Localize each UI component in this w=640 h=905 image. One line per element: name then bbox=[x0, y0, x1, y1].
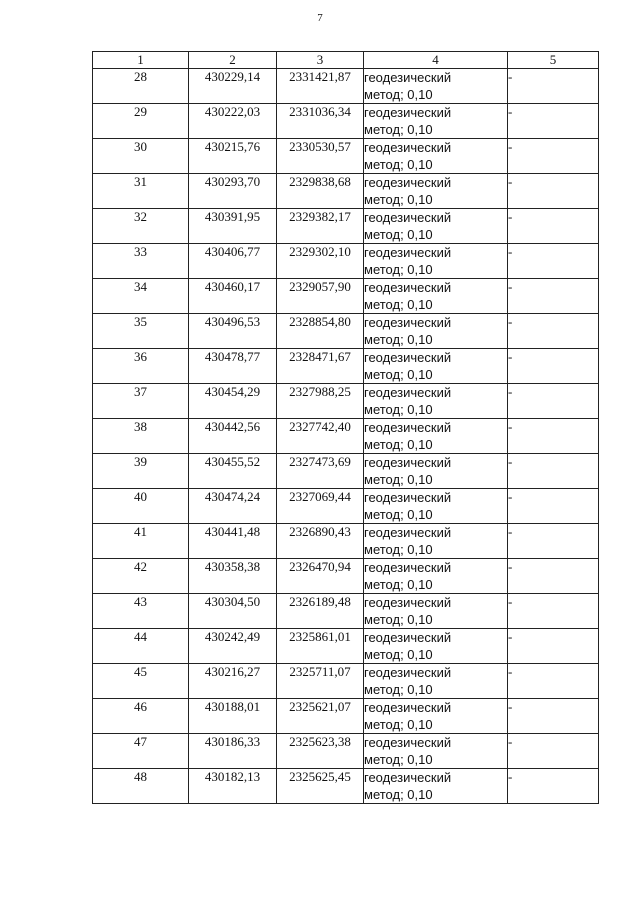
x-coordinate-cell: 430358,38 bbox=[189, 559, 277, 594]
note-cell: - bbox=[508, 489, 599, 524]
method-cell bbox=[364, 69, 508, 104]
y-coordinate-cell: 2331036,34 bbox=[277, 104, 364, 139]
y-coordinate-cell: 2325621,07 bbox=[277, 699, 364, 734]
note-cell: - bbox=[508, 244, 599, 279]
note-cell: - bbox=[508, 769, 599, 804]
table-row bbox=[93, 419, 599, 454]
method-line: геодезический bbox=[364, 385, 452, 400]
method-cell bbox=[364, 629, 508, 664]
y-coordinate-cell: 2325625,45 bbox=[277, 769, 364, 804]
table-row bbox=[93, 209, 599, 244]
note-cell: - bbox=[508, 384, 599, 419]
method-cell bbox=[364, 734, 508, 769]
note-cell: - bbox=[508, 594, 599, 629]
point-number-cell: 35 bbox=[93, 314, 189, 349]
method-line: геодезический bbox=[364, 595, 452, 610]
method-line: геодезический bbox=[364, 420, 452, 435]
method-cell bbox=[364, 384, 508, 419]
method-cell bbox=[364, 594, 508, 629]
method-line: метод; 0,10 bbox=[364, 787, 433, 802]
method-line: геодезический bbox=[364, 665, 452, 680]
table-row bbox=[93, 244, 599, 279]
method-cell bbox=[364, 489, 508, 524]
header-col-2: 2 bbox=[189, 52, 277, 69]
method-line: метод; 0,10 bbox=[364, 717, 433, 732]
point-number-cell: 47 bbox=[93, 734, 189, 769]
table-header bbox=[93, 52, 599, 69]
table-row bbox=[93, 314, 599, 349]
y-coordinate-cell: 2326470,94 bbox=[277, 559, 364, 594]
header-col-3: 3 bbox=[277, 52, 364, 69]
method-line: метод; 0,10 bbox=[364, 612, 433, 627]
x-coordinate-cell: 430229,14 bbox=[189, 69, 277, 104]
table-row bbox=[93, 279, 599, 314]
method-line: геодезический bbox=[364, 280, 452, 295]
method-cell bbox=[364, 559, 508, 594]
header-col-1: 1 bbox=[93, 52, 189, 69]
method-line: метод; 0,10 bbox=[364, 577, 433, 592]
method-line: геодезический bbox=[364, 490, 452, 505]
x-coordinate-cell: 430216,27 bbox=[189, 664, 277, 699]
header-row bbox=[93, 52, 599, 69]
y-coordinate-cell: 2328471,67 bbox=[277, 349, 364, 384]
point-number-cell: 36 bbox=[93, 349, 189, 384]
note-cell: - bbox=[508, 209, 599, 244]
method-line: геодезический bbox=[364, 700, 452, 715]
method-cell bbox=[364, 279, 508, 314]
note-cell: - bbox=[508, 139, 599, 174]
table-row bbox=[93, 699, 599, 734]
y-coordinate-cell: 2326189,48 bbox=[277, 594, 364, 629]
method-cell bbox=[364, 139, 508, 174]
method-line: геодезический bbox=[364, 175, 452, 190]
x-coordinate-cell: 430182,13 bbox=[189, 769, 277, 804]
method-line: геодезический bbox=[364, 350, 452, 365]
method-cell bbox=[364, 314, 508, 349]
point-number-cell: 38 bbox=[93, 419, 189, 454]
y-coordinate-cell: 2330530,57 bbox=[277, 139, 364, 174]
table-row bbox=[93, 174, 599, 209]
note-cell: - bbox=[508, 419, 599, 454]
x-coordinate-cell: 430442,56 bbox=[189, 419, 277, 454]
method-line: геодезический bbox=[364, 630, 452, 645]
point-number-cell: 29 bbox=[93, 104, 189, 139]
x-coordinate-cell: 430474,24 bbox=[189, 489, 277, 524]
point-number-cell: 40 bbox=[93, 489, 189, 524]
x-coordinate-cell: 430460,17 bbox=[189, 279, 277, 314]
x-coordinate-cell: 430478,77 bbox=[189, 349, 277, 384]
note-cell: - bbox=[508, 664, 599, 699]
table-row bbox=[93, 489, 599, 524]
method-line: геодезический bbox=[364, 770, 452, 785]
point-number-cell: 32 bbox=[93, 209, 189, 244]
point-number-cell: 28 bbox=[93, 69, 189, 104]
y-coordinate-cell: 2325711,07 bbox=[277, 664, 364, 699]
point-number-cell: 33 bbox=[93, 244, 189, 279]
y-coordinate-cell: 2329057,90 bbox=[277, 279, 364, 314]
header-col-5: 5 bbox=[508, 52, 599, 69]
x-coordinate-cell: 430304,50 bbox=[189, 594, 277, 629]
table-row bbox=[93, 769, 599, 804]
note-cell: - bbox=[508, 454, 599, 489]
table-row bbox=[93, 664, 599, 699]
method-cell bbox=[364, 664, 508, 699]
method-line: метод; 0,10 bbox=[364, 262, 433, 277]
page-number: 7 bbox=[317, 12, 323, 24]
method-line: геодезический bbox=[364, 560, 452, 575]
point-number-cell: 41 bbox=[93, 524, 189, 559]
method-line: метод; 0,10 bbox=[364, 122, 433, 137]
table-row bbox=[93, 139, 599, 174]
y-coordinate-cell: 2325623,38 bbox=[277, 734, 364, 769]
point-number-cell: 46 bbox=[93, 699, 189, 734]
table-row bbox=[93, 104, 599, 139]
note-cell: - bbox=[508, 69, 599, 104]
table-row bbox=[93, 559, 599, 594]
method-cell bbox=[364, 244, 508, 279]
table-row bbox=[93, 69, 599, 104]
method-line: геодезический bbox=[364, 455, 452, 470]
method-cell bbox=[364, 174, 508, 209]
x-coordinate-cell: 430496,53 bbox=[189, 314, 277, 349]
method-line: метод; 0,10 bbox=[364, 647, 433, 662]
method-line: метод; 0,10 bbox=[364, 752, 433, 767]
method-line: метод; 0,10 bbox=[364, 157, 433, 172]
note-cell: - bbox=[508, 629, 599, 664]
table-row bbox=[93, 524, 599, 559]
point-number-cell: 34 bbox=[93, 279, 189, 314]
note-cell: - bbox=[508, 279, 599, 314]
header-col-4: 4 bbox=[364, 52, 508, 69]
method-cell bbox=[364, 769, 508, 804]
point-number-cell: 39 bbox=[93, 454, 189, 489]
method-line: метод; 0,10 bbox=[364, 542, 433, 557]
y-coordinate-cell: 2329838,68 bbox=[277, 174, 364, 209]
method-line: геодезический bbox=[364, 210, 452, 225]
method-line: геодезический bbox=[364, 70, 452, 85]
point-number-cell: 44 bbox=[93, 629, 189, 664]
x-coordinate-cell: 430215,76 bbox=[189, 139, 277, 174]
method-line: геодезический bbox=[364, 140, 452, 155]
y-coordinate-cell: 2325861,01 bbox=[277, 629, 364, 664]
method-cell bbox=[364, 419, 508, 454]
method-line: метод; 0,10 bbox=[364, 227, 433, 242]
method-line: метод; 0,10 bbox=[364, 682, 433, 697]
note-cell: - bbox=[508, 734, 599, 769]
x-coordinate-cell: 430188,01 bbox=[189, 699, 277, 734]
method-cell bbox=[364, 104, 508, 139]
point-number-cell: 48 bbox=[93, 769, 189, 804]
method-line: метод; 0,10 bbox=[364, 297, 433, 312]
method-line: метод; 0,10 bbox=[364, 472, 433, 487]
method-line: метод; 0,10 bbox=[364, 192, 433, 207]
method-line: геодезический bbox=[364, 245, 452, 260]
table-row bbox=[93, 629, 599, 664]
x-coordinate-cell: 430222,03 bbox=[189, 104, 277, 139]
table-row bbox=[93, 349, 599, 384]
method-line: геодезический bbox=[364, 735, 452, 750]
y-coordinate-cell: 2327473,69 bbox=[277, 454, 364, 489]
x-coordinate-cell: 430441,48 bbox=[189, 524, 277, 559]
note-cell: - bbox=[508, 104, 599, 139]
x-coordinate-cell: 430406,77 bbox=[189, 244, 277, 279]
table-body bbox=[93, 69, 599, 804]
note-cell: - bbox=[508, 699, 599, 734]
table-row bbox=[93, 384, 599, 419]
method-line: метод; 0,10 bbox=[364, 437, 433, 452]
table-row bbox=[93, 594, 599, 629]
point-number-cell: 42 bbox=[93, 559, 189, 594]
x-coordinate-cell: 430454,29 bbox=[189, 384, 277, 419]
note-cell: - bbox=[508, 349, 599, 384]
method-line: метод; 0,10 bbox=[364, 367, 433, 382]
y-coordinate-cell: 2327069,44 bbox=[277, 489, 364, 524]
point-number-cell: 45 bbox=[93, 664, 189, 699]
x-coordinate-cell: 430242,49 bbox=[189, 629, 277, 664]
method-line: геодезический bbox=[364, 525, 452, 540]
method-cell bbox=[364, 209, 508, 244]
table-row bbox=[93, 734, 599, 769]
method-line: метод; 0,10 bbox=[364, 332, 433, 347]
point-number-cell: 37 bbox=[93, 384, 189, 419]
y-coordinate-cell: 2327742,40 bbox=[277, 419, 364, 454]
point-number-cell: 43 bbox=[93, 594, 189, 629]
note-cell: - bbox=[508, 314, 599, 349]
x-coordinate-cell: 430186,33 bbox=[189, 734, 277, 769]
y-coordinate-cell: 2328854,80 bbox=[277, 314, 364, 349]
y-coordinate-cell: 2331421,87 bbox=[277, 69, 364, 104]
note-cell: - bbox=[508, 559, 599, 594]
coordinates-table bbox=[92, 51, 599, 804]
y-coordinate-cell: 2327988,25 bbox=[277, 384, 364, 419]
x-coordinate-cell: 430391,95 bbox=[189, 209, 277, 244]
table-row bbox=[93, 454, 599, 489]
method-line: метод; 0,10 bbox=[364, 402, 433, 417]
method-cell bbox=[364, 454, 508, 489]
method-line: геодезический bbox=[364, 315, 452, 330]
method-line: метод; 0,10 bbox=[364, 87, 433, 102]
y-coordinate-cell: 2326890,43 bbox=[277, 524, 364, 559]
method-line: геодезический bbox=[364, 105, 452, 120]
method-cell bbox=[364, 699, 508, 734]
y-coordinate-cell: 2329302,10 bbox=[277, 244, 364, 279]
method-cell bbox=[364, 349, 508, 384]
point-number-cell: 30 bbox=[93, 139, 189, 174]
note-cell: - bbox=[508, 174, 599, 209]
x-coordinate-cell: 430293,70 bbox=[189, 174, 277, 209]
method-line: метод; 0,10 bbox=[364, 507, 433, 522]
y-coordinate-cell: 2329382,17 bbox=[277, 209, 364, 244]
note-cell: - bbox=[508, 524, 599, 559]
method-cell bbox=[364, 524, 508, 559]
x-coordinate-cell: 430455,52 bbox=[189, 454, 277, 489]
point-number-cell: 31 bbox=[93, 174, 189, 209]
